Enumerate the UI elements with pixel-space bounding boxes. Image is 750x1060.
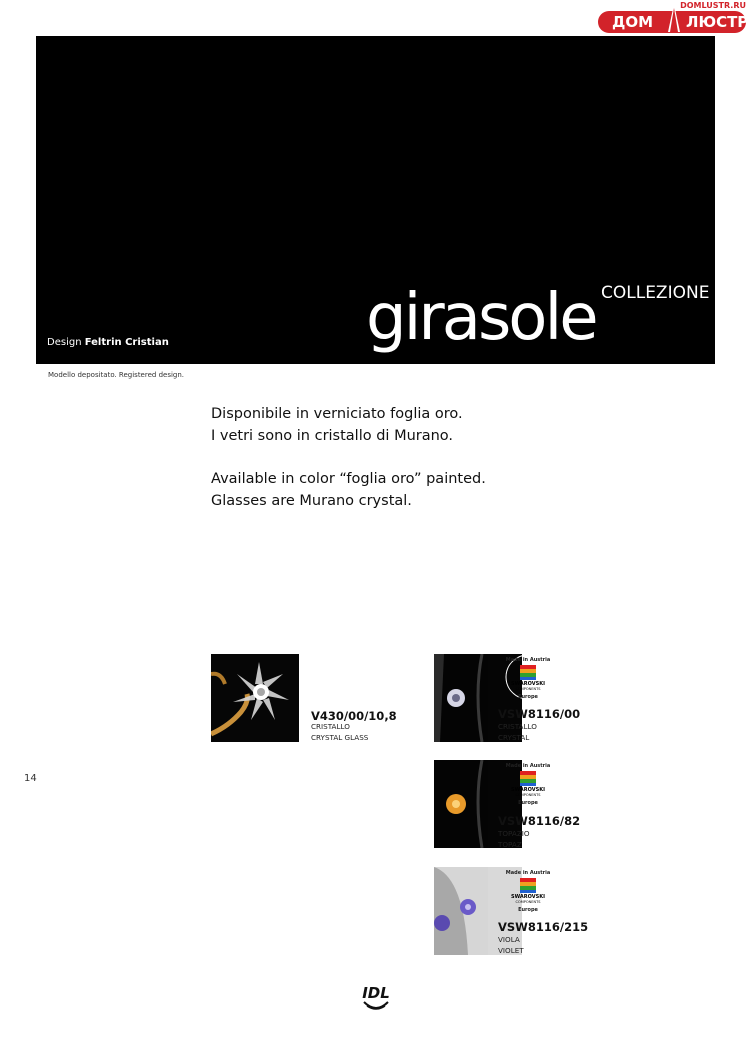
product-thumb-flower [211, 654, 299, 742]
product-code: VSW8116/215 [498, 920, 589, 934]
design-prefix: Design [47, 337, 82, 348]
crystal-violet-image [434, 867, 488, 955]
crystal-clear-image [434, 654, 488, 742]
product-line2: VIOLET [498, 945, 524, 955]
product-line1: CRISTALLO [311, 722, 350, 731]
collection-title: girasole [366, 281, 596, 355]
crystal-topaz-image [434, 760, 488, 848]
badge-arc-text: Made in Austria [505, 657, 551, 663]
product-line2: CRYSTAL [498, 732, 530, 742]
idl-logo-text: IDL [362, 984, 390, 1002]
product-line1: CRISTALLO [498, 722, 537, 731]
badge-region: Europe [518, 907, 538, 913]
swarovski-badge [503, 652, 553, 702]
desc-en-line1: Available in color “foglia oro” painted. [211, 471, 486, 487]
badge-brand: SWAROVSKI [511, 787, 545, 793]
product-line1: TOPAZIO [498, 829, 530, 838]
crystal-flower-image [211, 654, 299, 742]
badge-sub: COMPONENTS [515, 793, 541, 797]
designer-credit [47, 337, 169, 348]
product-line2: TOPAZ [498, 839, 522, 849]
badge-arc-text: Made in Austria [505, 870, 551, 876]
badge-sub: COMPONENTS [515, 900, 541, 904]
desc-en-line2: Glasses are Murano crystal. [211, 492, 412, 509]
desc-it-line1: Disponibile in verniciato foglia oro. [211, 406, 463, 422]
logo-dom-text: ДОМ [612, 13, 654, 31]
badge-region: Europe [518, 694, 538, 700]
registered-note: Modello depositato. Registered design. [48, 371, 185, 379]
description [211, 404, 486, 534]
badge-region: Europe [518, 800, 538, 806]
badge-arc-text: Made in Austria [505, 763, 551, 769]
badge-brand: SWAROVSKI [511, 894, 545, 900]
product-desc [498, 935, 524, 956]
hero-panel [36, 36, 715, 364]
product-desc [498, 829, 530, 850]
badge-brand: SWAROVSKI [511, 681, 545, 687]
product-code: V430/00/10,8 [311, 709, 397, 723]
logo-lustr-text: ЛЮСТР [686, 13, 749, 31]
idl-logo [358, 980, 394, 1016]
desc-it-line2: I vetri sono in cristallo di Murano. [211, 427, 454, 444]
swarovski-badge [503, 865, 553, 915]
logo-site-text: DOMLUSTR.RU [680, 1, 746, 10]
product-code: VSW8116/82 [498, 814, 581, 828]
badge-sub: COMPONENTS [515, 687, 541, 691]
page-number: 14 [24, 773, 37, 784]
swarovski-badge [503, 758, 553, 808]
product-line1: VIOLA [498, 935, 520, 944]
product-code: VSW8116/00 [498, 707, 581, 721]
collection-label: COLLEZIONE [601, 283, 710, 303]
product-line2: CRYSTAL GLASS [311, 732, 369, 742]
designer-name: Feltrin Cristian [84, 337, 169, 348]
product-desc [311, 722, 368, 743]
product-desc [498, 722, 537, 743]
